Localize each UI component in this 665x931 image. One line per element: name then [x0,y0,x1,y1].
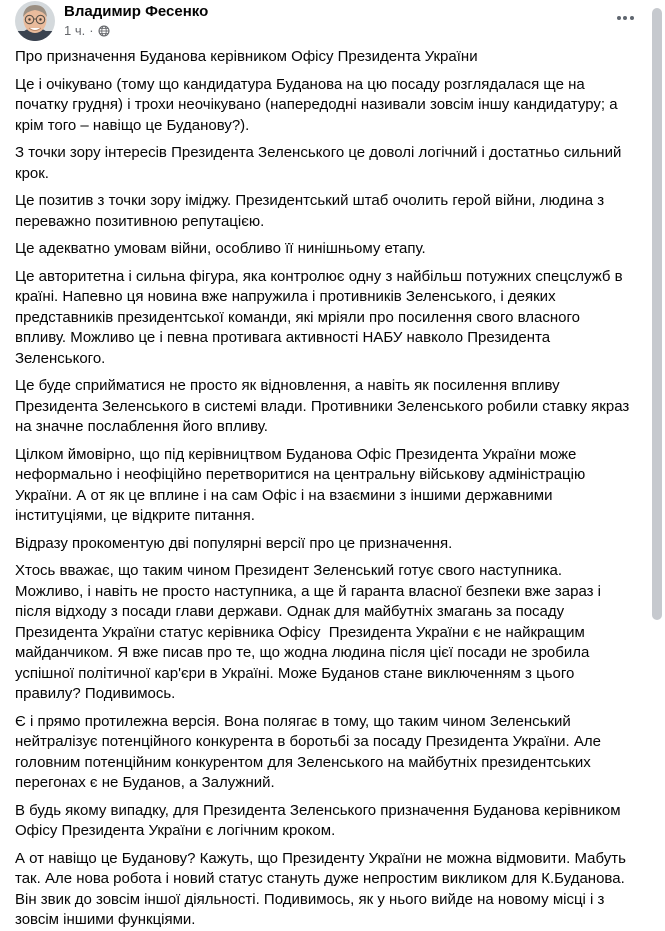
timestamp[interactable]: 1 ч. [64,23,86,38]
post-paragraph: Це буде сприйматися не просто як відновлення, а навіть як посилення впливу Президента Зеленського в системі влади. Противники Зеленського робили ставку якраз на значне послаблення його впливу. [15,377,634,435]
author-avatar[interactable] [15,1,55,41]
post-paragraph: А от навіщо це Буданову? Кажуть, що Президенту України не можна відмовити. Мабуть так. Але нова робота і новий статус стануть дуже непростим викликом для К.Буданова. Він звик до зовсім іншої діяльності. Подивимось, як у нього вийде на новому місці і з зовсім іншими функціями. [15,849,631,928]
meta-separator: · [89,23,94,38]
profile-photo-man-glasses-icon [15,1,55,41]
post-paragraph: Це позитив з точки зору іміджу. Президентський штаб очолить герой війни, людина з переважно позитивною репутацією. [15,192,609,230]
post-header [0,0,665,45]
post-paragraph: З точки зору інтересів Президента Зеленського це доволі логічний і достатньо сильний крок. [15,144,626,182]
author-name[interactable]: Владимир Фесенко [64,3,209,20]
header-text [64,1,208,39]
ellipsis-icon [617,16,621,20]
post-body [0,45,665,931]
post-paragraph: Це авторитетна і сильна фігура, яка контролює одну з найбільш потужних спецслужб в країні. Напевно ця новина вже напружила і противників Зеленського, і деяких представників президентської команди, які мріяли про посилення свого власного впливу. Можливо це і певна противага активності НАБУ навколо Президента Зеленського. [15,267,627,367]
post-paragraph: Про призначення Буданова керівником Офісу Президента України [15,48,478,65]
post-paragraph: Це і очікувано (тому що кандидатура Буданова на цю посаду розглядалася ще на початку грудня) і трохи неочікувано (напередодні називали зовсім іншу кандидатуру; а крім того – навіщо це Буданову?). [15,75,622,134]
globe-icon [98,25,110,37]
post-paragraph: В будь якому випадку, для Президента Зеленського призначення Буданова керівником Офісу Президента України є логічним кроком. [15,801,625,839]
post-paragraph: Хтось вважає, що таким чином Президент Зеленський готує свого наступника. Можливо, і навіть не просто наступника, а ще й гаранта власної безпеки вже зараз і після відходу з посади глави держави. Однак для майбутніх змагань за посаду Президента України статус керівника Офісу Президента України є не найкращим майданчиком. Я вже писав про те, що жодна людина після цієї посади не зробила успішної політичної кар'єри в Україні. Може Буданов стане виключенням з цього правилу? Подивимось. [15,562,606,702]
post-paragraph: Є і прямо протилежна версія. Вона полягає в тому, що таким чином Зеленський нейтралізує потенційного конкурента в боротьбі за посаду Президента України. Але головним потенційним конкурентом для Зеленського на майбутніх президентських перегонах є не Буданов, а Залужний. [15,712,606,791]
post-paragraph: Відразу прокоментую дві популярні версії про це призначення. [15,534,453,552]
scrollbar-thumb[interactable] [652,8,662,620]
scrollbar-track[interactable] [649,0,665,800]
post-options-button[interactable] [613,10,637,26]
post-meta [64,23,208,39]
post-paragraph: Це адекватно умовам війни, особливо її нинішньому етапу. [15,240,426,257]
post-paragraph: Цілком ймовірно, що під керівництвом Буданова Офіс Президента України може неформально і неофіційно перетворитися на центральну військову адміністрацію України. А от як це вплине і на сам Офіс і на взаємини з іншими державними інституціями, це відкрите питання. [15,445,590,524]
